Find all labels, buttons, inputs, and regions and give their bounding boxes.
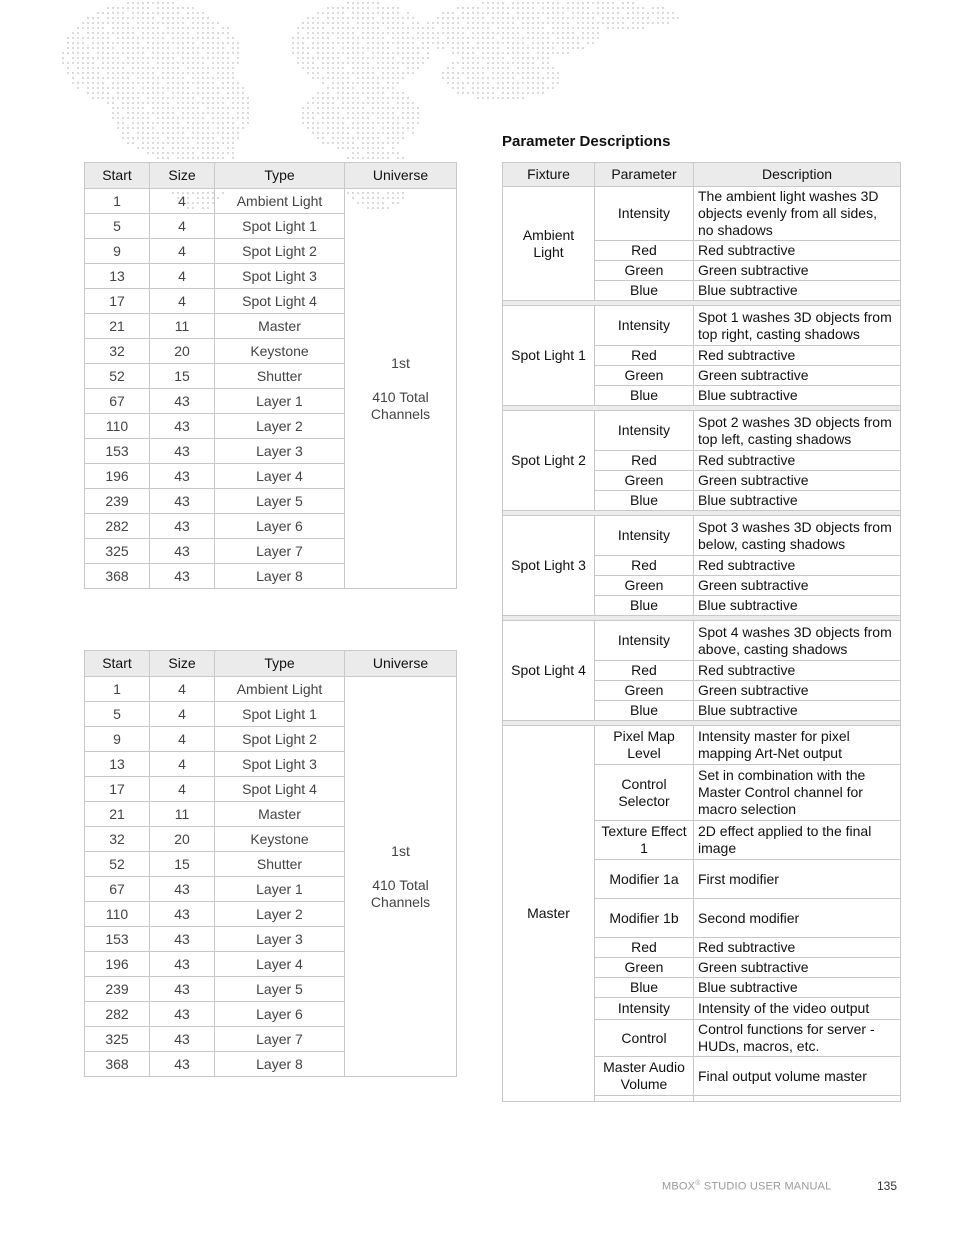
universe-value: 1st (391, 842, 410, 859)
size-cell: 43 (150, 1002, 215, 1027)
table-header-row (85, 163, 457, 189)
description-cell: Red subtractive (694, 556, 901, 576)
size-cell: 20 (150, 339, 215, 364)
parameter-cell: Red (595, 556, 694, 576)
start-cell: 153 (85, 439, 150, 464)
description-cell: Green subtractive (694, 366, 901, 386)
table-row (503, 306, 901, 346)
start-cell: 110 (85, 902, 150, 927)
table-row (503, 187, 901, 241)
universe-cell (345, 677, 457, 1077)
start-cell: 368 (85, 1052, 150, 1077)
start-cell: 110 (85, 414, 150, 439)
start-cell: 153 (85, 927, 150, 952)
size-cell: 4 (150, 239, 215, 264)
column-header: Fixture (503, 163, 595, 187)
parameter-cell: Blue (595, 491, 694, 511)
start-cell: 9 (85, 239, 150, 264)
description-cell: Spot 2 washes 3D objects from top left, casting shadows (694, 411, 901, 451)
type-cell: Spot Light 2 (215, 727, 345, 752)
description-cell: Red subtractive (694, 451, 901, 471)
type-cell: Spot Light 2 (215, 239, 345, 264)
column-header: Universe (345, 651, 457, 677)
parameter-cell: Blue (595, 281, 694, 301)
start-cell: 325 (85, 539, 150, 564)
start-cell: 21 (85, 802, 150, 827)
parameter-cell: Green (595, 471, 694, 491)
fixture-cell: Spot Light 2 (503, 411, 595, 511)
description-cell: Set in combination with the Master Control channel for macro selection (694, 765, 901, 821)
size-cell: 11 (150, 802, 215, 827)
parameter-cell: Red (595, 346, 694, 366)
description-cell: Blue subtractive (694, 978, 901, 998)
type-cell: Layer 1 (215, 877, 345, 902)
type-cell: Layer 4 (215, 464, 345, 489)
fixture-cell: Ambient Light (503, 187, 595, 301)
description-cell: Final output volume master (694, 1057, 901, 1096)
type-cell: Spot Light 1 (215, 214, 345, 239)
description-cell: Intensity master for pixel mapping Art-Net output (694, 726, 901, 765)
table-header-row (85, 651, 457, 677)
size-cell: 43 (150, 514, 215, 539)
size-cell: 43 (150, 464, 215, 489)
type-cell: Spot Light 3 (215, 264, 345, 289)
start-cell: 32 (85, 339, 150, 364)
description-cell: Spot 3 washes 3D objects from below, casting shadows (694, 516, 901, 556)
parameter-cell: Intensity (595, 306, 694, 346)
dmx-channel-table-2 (84, 650, 457, 1077)
parameter-cell: Green (595, 958, 694, 978)
parameter-cell: Blue (595, 978, 694, 998)
size-cell: 43 (150, 539, 215, 564)
type-cell: Layer 7 (215, 539, 345, 564)
total-channels: 410 Total Channels (370, 388, 431, 422)
parameter-cell: Blue (595, 386, 694, 406)
parameter-cell: Intensity (595, 998, 694, 1020)
parameter-cell: Green (595, 681, 694, 701)
table-header-row (503, 163, 901, 187)
table-row (85, 677, 457, 702)
type-cell: Layer 3 (215, 439, 345, 464)
parameter-cell: Pixel Map Level (595, 726, 694, 765)
registered-mark: ® (695, 1180, 701, 1187)
start-cell: 239 (85, 489, 150, 514)
size-cell: 43 (150, 564, 215, 589)
size-cell: 15 (150, 364, 215, 389)
type-cell: Layer 6 (215, 514, 345, 539)
section-heading: Parameter Descriptions (502, 133, 671, 150)
description-cell: Second modifier (694, 899, 901, 938)
table-row (503, 411, 901, 451)
size-cell: 4 (150, 777, 215, 802)
column-header: Parameter (595, 163, 694, 187)
start-cell: 52 (85, 852, 150, 877)
start-cell: 368 (85, 564, 150, 589)
column-header: Description (694, 163, 901, 187)
type-cell: Layer 3 (215, 927, 345, 952)
start-cell: 17 (85, 777, 150, 802)
type-cell: Spot Light 1 (215, 702, 345, 727)
manual-brand: MBOX (662, 1180, 696, 1193)
description-cell: Green subtractive (694, 576, 901, 596)
start-cell: 52 (85, 364, 150, 389)
type-cell: Layer 8 (215, 1052, 345, 1077)
description-cell: Control functions for server - HUDs, macros, etc. (694, 1020, 901, 1057)
parameter-cell: Red (595, 241, 694, 261)
description-cell: Blue subtractive (694, 491, 901, 511)
type-cell: Ambient Light (215, 189, 345, 214)
column-header: Type (215, 163, 345, 189)
start-cell: 9 (85, 727, 150, 752)
type-cell: Keystone (215, 339, 345, 364)
parameter-cell: Texture Effect 1 (595, 821, 694, 860)
size-cell: 43 (150, 1052, 215, 1077)
size-cell: 43 (150, 877, 215, 902)
description-cell: Green subtractive (694, 681, 901, 701)
description-cell: The ambient light washes 3D objects evenly from all sides, no shadows (694, 187, 901, 241)
size-cell: 15 (150, 852, 215, 877)
footer-manual-title (662, 1180, 832, 1193)
parameter-cell: Modifier 1b (595, 899, 694, 938)
start-cell: 32 (85, 827, 150, 852)
parameter-cell: Intensity (595, 187, 694, 241)
dmx-channel-table-1 (84, 162, 457, 589)
start-cell: 5 (85, 214, 150, 239)
description-cell: Spot 1 washes 3D objects from top right, casting shadows (694, 306, 901, 346)
size-cell: 20 (150, 827, 215, 852)
description-cell: Blue subtractive (694, 281, 901, 301)
parameter-cell: Intensity (595, 516, 694, 556)
fixture-cell: Spot Light 3 (503, 516, 595, 616)
parameter-cell: Red (595, 451, 694, 471)
type-cell: Ambient Light (215, 677, 345, 702)
type-cell: Spot Light 3 (215, 752, 345, 777)
start-cell: 21 (85, 314, 150, 339)
column-header: Start (85, 163, 150, 189)
description-cell: Red subtractive (694, 661, 901, 681)
description-cell: 2D effect applied to the final image (694, 821, 901, 860)
universe-value: 1st (391, 354, 410, 371)
manual-title-rest: STUDIO USER MANUAL (700, 1180, 832, 1193)
type-cell: Layer 1 (215, 389, 345, 414)
size-cell: 43 (150, 1027, 215, 1052)
description-cell: Red subtractive (694, 241, 901, 261)
description-cell: Red subtractive (694, 346, 901, 366)
start-cell: 67 (85, 389, 150, 414)
type-cell: Layer 5 (215, 977, 345, 1002)
start-cell: 282 (85, 514, 150, 539)
description-cell: First modifier (694, 860, 901, 899)
parameter-cell: Blue (595, 701, 694, 721)
parameter-cell: Intensity (595, 411, 694, 451)
size-cell: 4 (150, 677, 215, 702)
description-cell: Spot 4 washes 3D objects from above, casting shadows (694, 621, 901, 661)
type-cell: Spot Light 4 (215, 289, 345, 314)
start-cell: 196 (85, 464, 150, 489)
size-cell: 43 (150, 489, 215, 514)
parameter-cell: Blue (595, 596, 694, 616)
type-cell: Layer 8 (215, 564, 345, 589)
table-row (85, 189, 457, 214)
type-cell: Master (215, 314, 345, 339)
description-cell: Green subtractive (694, 958, 901, 978)
description-cell: Blue subtractive (694, 701, 901, 721)
type-cell: Shutter (215, 852, 345, 877)
size-cell: 43 (150, 977, 215, 1002)
start-cell: 196 (85, 952, 150, 977)
start-cell: 282 (85, 1002, 150, 1027)
start-cell: 13 (85, 264, 150, 289)
type-cell: Layer 6 (215, 1002, 345, 1027)
size-cell: 4 (150, 702, 215, 727)
table-row (503, 621, 901, 661)
size-cell: 4 (150, 189, 215, 214)
universe-cell (345, 189, 457, 589)
table-row (503, 726, 901, 765)
column-header: Universe (345, 163, 457, 189)
parameter-cell: Red (595, 938, 694, 958)
size-cell: 4 (150, 264, 215, 289)
parameter-cell: Red (595, 661, 694, 681)
type-cell: Master (215, 802, 345, 827)
size-cell: 4 (150, 752, 215, 777)
description-cell: Blue subtractive (694, 596, 901, 616)
start-cell: 5 (85, 702, 150, 727)
type-cell: Layer 2 (215, 902, 345, 927)
size-cell: 43 (150, 439, 215, 464)
parameter-cell: Control Selector (595, 765, 694, 821)
fixture-cell: Spot Light 1 (503, 306, 595, 406)
fixture-cell: Master (503, 726, 595, 1102)
description-cell: Blue subtractive (694, 386, 901, 406)
type-cell: Spot Light 4 (215, 777, 345, 802)
type-cell: Keystone (215, 827, 345, 852)
parameter-cell: Master Audio Volume (595, 1057, 694, 1096)
start-cell: 325 (85, 1027, 150, 1052)
description-cell: Red subtractive (694, 938, 901, 958)
start-cell: 13 (85, 752, 150, 777)
empty-cell (694, 1096, 901, 1102)
size-cell: 43 (150, 952, 215, 977)
column-header: Size (150, 163, 215, 189)
parameter-cell: Green (595, 576, 694, 596)
size-cell: 11 (150, 314, 215, 339)
type-cell: Layer 5 (215, 489, 345, 514)
start-cell: 239 (85, 977, 150, 1002)
type-cell: Shutter (215, 364, 345, 389)
size-cell: 4 (150, 727, 215, 752)
column-header: Type (215, 651, 345, 677)
size-cell: 43 (150, 902, 215, 927)
total-channels: 410 Total Channels (370, 876, 431, 910)
size-cell: 43 (150, 389, 215, 414)
page-number: 135 (877, 1179, 898, 1193)
description-cell: Intensity of the video output (694, 998, 901, 1020)
size-cell: 4 (150, 289, 215, 314)
parameter-cell: Green (595, 366, 694, 386)
type-cell: Layer 4 (215, 952, 345, 977)
description-cell: Green subtractive (694, 261, 901, 281)
column-header: Start (85, 651, 150, 677)
size-cell: 4 (150, 214, 215, 239)
type-cell: Layer 7 (215, 1027, 345, 1052)
parameter-cell: Modifier 1a (595, 860, 694, 899)
type-cell: Layer 2 (215, 414, 345, 439)
parameter-descriptions-table (502, 162, 901, 1102)
start-cell: 67 (85, 877, 150, 902)
parameter-cell: Control (595, 1020, 694, 1057)
size-cell: 43 (150, 927, 215, 952)
start-cell: 17 (85, 289, 150, 314)
empty-cell (595, 1096, 694, 1102)
column-header: Size (150, 651, 215, 677)
description-cell: Green subtractive (694, 471, 901, 491)
start-cell: 1 (85, 189, 150, 214)
table-row (503, 516, 901, 556)
parameter-cell: Green (595, 261, 694, 281)
parameter-cell: Intensity (595, 621, 694, 661)
size-cell: 43 (150, 414, 215, 439)
start-cell: 1 (85, 677, 150, 702)
fixture-cell: Spot Light 4 (503, 621, 595, 721)
